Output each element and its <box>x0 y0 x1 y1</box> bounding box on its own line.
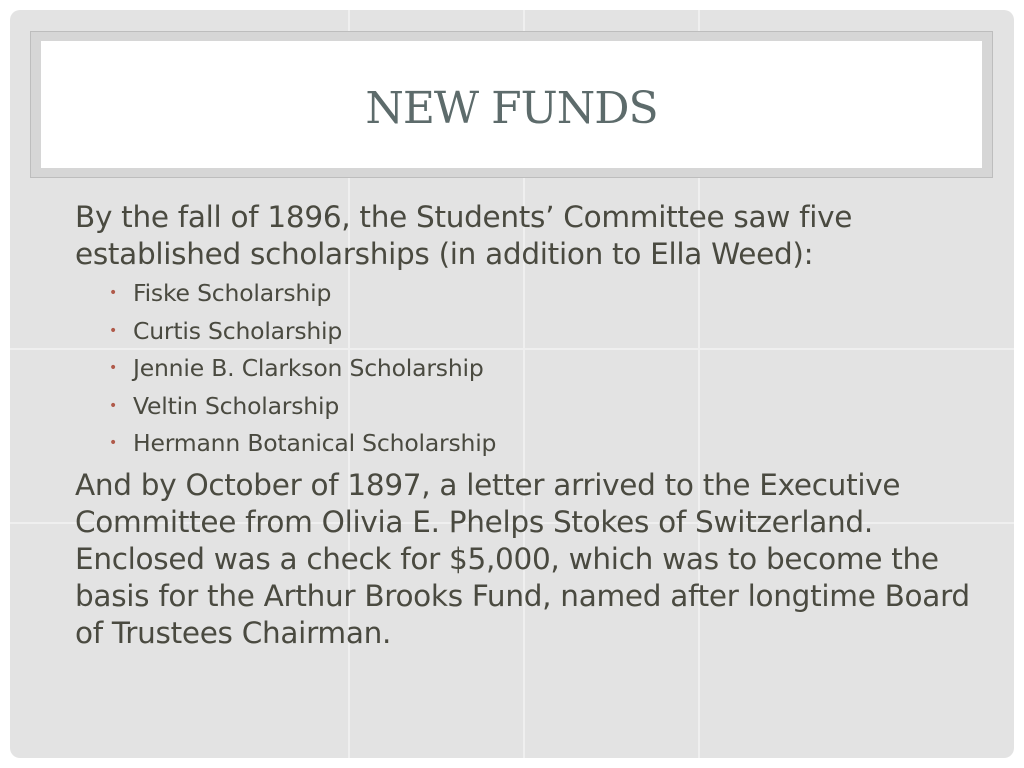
bullet-icon: • <box>109 360 118 376</box>
scholarship-list <box>75 275 975 463</box>
slide-title: NEW FUNDS <box>365 83 658 134</box>
title-box <box>41 41 982 168</box>
list-item-label: Fiske Scholarship <box>133 279 332 307</box>
list-item-label: Curtis Scholarship <box>133 316 343 345</box>
closing-paragraph: And by October of 1897, a letter arrived to the Executive Committee from Olivia E. Phelps Stokes of Switzerland. Enclosed was a check for $5,000, which was to become the basis for the Arthur Brooks Fund, named after longtime Board of Trustees Chairman. <box>75 467 970 650</box>
list-item <box>75 275 975 313</box>
list-item <box>75 350 975 388</box>
list-item <box>75 425 975 463</box>
bullet-icon: • <box>109 322 118 339</box>
bullet-icon: • <box>109 285 118 301</box>
slide-body <box>75 199 975 652</box>
title-frame <box>30 31 993 178</box>
bullet-icon: • <box>109 435 118 451</box>
list-item-label: Jennie B. Clarkson Scholarship <box>133 354 484 382</box>
list-item-label: Hermann Botanical Scholarship <box>133 429 497 457</box>
list-item-label: Veltin Scholarship <box>133 391 340 420</box>
list-item <box>75 388 975 426</box>
bullet-icon: • <box>109 397 118 414</box>
slide <box>10 10 1014 758</box>
intro-paragraph: By the fall of 1896, the Students’ Committee saw five established scholarships (in addition to Ella Weed): <box>75 200 853 271</box>
list-item <box>75 313 975 351</box>
